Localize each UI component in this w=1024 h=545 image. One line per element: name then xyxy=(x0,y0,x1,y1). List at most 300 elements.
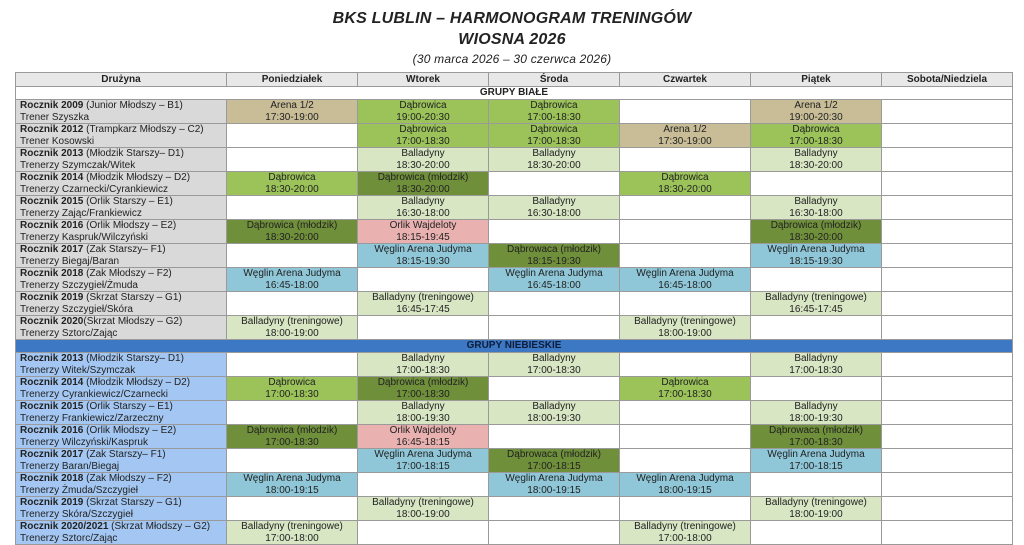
session-cell-tuesday xyxy=(358,449,489,473)
session-time: 18:00-19:30 xyxy=(396,412,450,424)
session-cell-tuesday xyxy=(358,521,489,545)
session-cell-tuesday xyxy=(358,124,489,148)
session-cell-tuesday xyxy=(358,292,489,316)
session-cell-weekend xyxy=(882,497,1013,521)
session-cell-friday xyxy=(751,449,882,473)
session-venue: Balladyny (treningowe) xyxy=(765,497,867,508)
session-cell-weekend xyxy=(882,268,1013,292)
team-cell xyxy=(16,220,227,244)
team-name-line xyxy=(20,425,226,437)
team-rocznik: Rocznik 2016 xyxy=(20,425,84,436)
team-category: (Żak Starszy– F1) xyxy=(83,244,166,255)
session-cell-tuesday xyxy=(358,377,489,401)
session-cell-tuesday xyxy=(358,401,489,425)
session-venue: Balladyny xyxy=(401,196,445,207)
table-row xyxy=(16,220,1013,244)
session-cell-thursday xyxy=(620,497,751,521)
session-venue: Balladyny xyxy=(794,353,838,364)
team-name-line xyxy=(20,401,226,413)
table-row xyxy=(16,148,1013,172)
session-venue: Arena 1/2 xyxy=(270,100,314,111)
session-cell-tuesday xyxy=(358,268,489,292)
session-cell-weekend xyxy=(882,244,1013,268)
session-venue: Dąbrowica xyxy=(661,172,709,183)
session-cell-wednesday xyxy=(489,449,620,473)
session-cell-friday xyxy=(751,244,882,268)
session-cell-thursday xyxy=(620,353,751,377)
team-category: (Junior Młodszy – B1) xyxy=(83,100,183,111)
session-venue: Węglin Arena Judyma xyxy=(243,473,341,484)
session-venue: Dąbrowica (młodzik) xyxy=(377,377,469,388)
session-cell-thursday xyxy=(620,292,751,316)
session-cell-friday xyxy=(751,316,882,340)
session-time: 17:00-18:30 xyxy=(658,388,712,400)
table-row xyxy=(16,449,1013,473)
session-cell-wednesday xyxy=(489,268,620,292)
team-name-line xyxy=(20,148,226,160)
session-venue: Węglin Arena Judyma xyxy=(505,473,603,484)
session-time: 17:00-18:30 xyxy=(789,364,843,376)
session-cell-thursday xyxy=(620,172,751,196)
team-rocznik: Rocznik 2015 xyxy=(20,196,84,207)
session-cell-tuesday xyxy=(358,100,489,124)
session-time: 17:00-18:30 xyxy=(396,388,450,400)
column-header-wednesday: Środa xyxy=(489,73,620,87)
session-cell-tuesday xyxy=(358,172,489,196)
table-row xyxy=(16,196,1013,220)
session-cell-friday xyxy=(751,292,882,316)
team-name-line xyxy=(20,353,226,365)
table-row xyxy=(16,425,1013,449)
team-name-line xyxy=(20,244,226,256)
team-category: (Młodzik Starszy– D1) xyxy=(83,353,184,364)
session-cell-thursday xyxy=(620,401,751,425)
team-cell xyxy=(16,196,227,220)
session-cell-wednesday xyxy=(489,425,620,449)
session-venue: Węglin Arena Judyma xyxy=(636,473,734,484)
team-category: (Skrzat Starszy – G1) xyxy=(83,292,182,303)
session-cell-monday xyxy=(227,292,358,316)
team-rocznik: Rocznik 2018 xyxy=(20,473,84,484)
team-rocznik: Rocznik 2019 xyxy=(20,292,84,303)
team-category: (Żak Młodszy – F2) xyxy=(83,473,172,484)
team-name-line xyxy=(20,292,226,304)
session-venue: Balladyny xyxy=(794,148,838,159)
session-cell-monday xyxy=(227,100,358,124)
team-cell xyxy=(16,292,227,316)
session-cell-thursday xyxy=(620,148,751,172)
session-time: 18:00-19:30 xyxy=(527,412,581,424)
session-venue: Balladyny xyxy=(794,196,838,207)
session-cell-weekend xyxy=(882,196,1013,220)
team-name-line xyxy=(20,124,226,136)
group-header-row xyxy=(16,340,1013,353)
session-time: 17:00-18:00 xyxy=(265,532,319,544)
team-name-line xyxy=(20,316,226,328)
session-venue: Dąbrowica (młodzik) xyxy=(246,425,338,436)
session-cell-friday xyxy=(751,425,882,449)
session-cell-thursday xyxy=(620,244,751,268)
session-time: 17:00-18:30 xyxy=(265,436,319,448)
session-cell-monday xyxy=(227,353,358,377)
session-cell-tuesday xyxy=(358,148,489,172)
session-time: 17:00-18:30 xyxy=(527,111,581,123)
session-cell-tuesday xyxy=(358,497,489,521)
team-coaches: Trenerzy Cyrankiewicz/Czarnecki xyxy=(20,388,168,400)
team-category: (Młodzik Młodszy – D2) xyxy=(83,377,191,388)
team-rocznik: Rocznik 2013 xyxy=(20,353,84,364)
session-venue: Balladyny xyxy=(401,353,445,364)
session-cell-friday xyxy=(751,172,882,196)
column-header-monday: Poniedziałek xyxy=(227,73,358,87)
session-venue: Balladyny xyxy=(532,148,576,159)
team-rocznik: Rocznik 2019 xyxy=(20,497,84,508)
session-cell-friday xyxy=(751,196,882,220)
session-cell-monday xyxy=(227,449,358,473)
header-row xyxy=(16,73,1013,87)
team-cell xyxy=(16,172,227,196)
team-category: (Żak Młodszy – F2) xyxy=(83,268,172,279)
session-cell-tuesday xyxy=(358,473,489,497)
session-cell-monday xyxy=(227,473,358,497)
session-time: 16:45-17:45 xyxy=(396,303,450,315)
session-venue: Balladyny xyxy=(401,401,445,412)
session-cell-monday xyxy=(227,316,358,340)
session-cell-friday xyxy=(751,521,882,545)
session-time: 18:30-20:00 xyxy=(527,159,581,171)
session-venue: Dąbrowica xyxy=(268,377,316,388)
session-venue: Balladyny xyxy=(794,401,838,412)
team-coaches: Trenerzy Szczygieł/Skóra xyxy=(20,303,133,315)
session-cell-wednesday xyxy=(489,172,620,196)
session-cell-tuesday xyxy=(358,353,489,377)
column-header-tuesday: Wtorek xyxy=(358,73,489,87)
team-cell xyxy=(16,268,227,292)
session-time: 18:15-19:30 xyxy=(789,255,843,267)
column-header-team: Drużyna xyxy=(16,73,227,87)
session-venue: Arena 1/2 xyxy=(663,124,707,135)
session-venue: Dąbrowica xyxy=(792,124,840,135)
team-rocznik: Rocznik 2012 xyxy=(20,124,84,135)
session-cell-wednesday xyxy=(489,497,620,521)
team-name-line xyxy=(20,100,226,112)
team-coaches: Trenerzy Skóra/Szczygieł xyxy=(20,508,133,520)
session-time: 16:30-18:00 xyxy=(789,207,843,219)
session-cell-friday xyxy=(751,377,882,401)
session-time: 18:00-19:15 xyxy=(527,484,581,496)
team-coaches: Trenerzy Witek/Szymczak xyxy=(20,364,136,376)
team-rocznik: Rocznik 2016 xyxy=(20,220,84,231)
session-time: 18:30-20:00 xyxy=(658,183,712,195)
team-category: (Orlik Starszy – E1) xyxy=(83,401,173,412)
team-coaches: Trenerzy Frankiewicz/Zarzeczny xyxy=(20,412,164,424)
team-coaches: Trenerzy Baran/Biegaj xyxy=(20,460,120,472)
session-venue: Dąbrowaca (młodzik) xyxy=(507,244,601,255)
session-venue: Balladyny xyxy=(401,148,445,159)
schedule-table xyxy=(15,72,1013,545)
table-row xyxy=(16,497,1013,521)
column-header-weekend: Sobota/Niedziela xyxy=(882,73,1013,87)
session-time: 17:00-18:15 xyxy=(789,460,843,472)
session-time: 18:00-19:00 xyxy=(396,508,450,520)
session-cell-wednesday xyxy=(489,148,620,172)
session-time: 17:00-18:15 xyxy=(396,460,450,472)
team-category: (Młodzik Starszy– D1) xyxy=(83,148,184,159)
session-time: 19:00-20:30 xyxy=(396,111,450,123)
team-cell xyxy=(16,449,227,473)
session-cell-wednesday xyxy=(489,316,620,340)
team-coaches: Trenerzy Czarnecki/Cyrankiewicz xyxy=(20,183,168,195)
session-venue: Balladyny (treningowe) xyxy=(634,316,736,327)
team-coaches: Trenerzy Szczygieł/Żmuda xyxy=(20,279,138,291)
group-title: GRUPY BIAŁE xyxy=(16,87,1013,100)
session-cell-monday xyxy=(227,172,358,196)
session-time: 16:30-18:00 xyxy=(527,207,581,219)
team-cell xyxy=(16,148,227,172)
session-time: 17:00-18:30 xyxy=(396,135,450,147)
session-cell-friday xyxy=(751,473,882,497)
session-cell-weekend xyxy=(882,124,1013,148)
team-coaches: Trener Kosowski xyxy=(20,135,95,147)
session-venue: Węglin Arena Judyma xyxy=(767,449,865,460)
team-rocznik: Rocznik 2009 xyxy=(20,100,84,111)
session-venue: Dąbrowica xyxy=(399,100,447,111)
table-row xyxy=(16,401,1013,425)
session-venue: Dąbrowica xyxy=(530,124,578,135)
team-name-line xyxy=(20,268,226,280)
session-venue: Balladyny (treningowe) xyxy=(372,497,474,508)
session-venue: Dąbrowica xyxy=(661,377,709,388)
team-category: (Orlik Starszy – E1) xyxy=(83,196,173,207)
session-cell-thursday xyxy=(620,268,751,292)
team-rocznik: Rocznik 2014 xyxy=(20,172,84,183)
session-time: 16:45-18:00 xyxy=(527,279,581,291)
team-coaches: Trener Szyszka xyxy=(20,111,90,123)
team-cell xyxy=(16,497,227,521)
session-venue: Dąbrowica xyxy=(530,100,578,111)
session-cell-friday xyxy=(751,401,882,425)
session-cell-weekend xyxy=(882,100,1013,124)
session-cell-friday xyxy=(751,124,882,148)
session-cell-wednesday xyxy=(489,292,620,316)
season-title: WIOSNA 2026 xyxy=(458,31,566,48)
session-cell-wednesday xyxy=(489,353,620,377)
session-cell-wednesday xyxy=(489,220,620,244)
team-name-line xyxy=(20,196,226,208)
team-cell xyxy=(16,124,227,148)
session-cell-wednesday xyxy=(489,377,620,401)
table-row xyxy=(16,100,1013,124)
session-venue: Dąbrowaca (młodzik) xyxy=(769,425,863,436)
session-time: 17:00-18:30 xyxy=(527,364,581,376)
session-cell-weekend xyxy=(882,521,1013,545)
session-cell-tuesday xyxy=(358,316,489,340)
team-cell xyxy=(16,353,227,377)
session-cell-weekend xyxy=(882,292,1013,316)
session-time: 18:30-20:00 xyxy=(789,231,843,243)
session-cell-monday xyxy=(227,244,358,268)
session-cell-wednesday xyxy=(489,244,620,268)
session-cell-weekend xyxy=(882,377,1013,401)
session-cell-thursday xyxy=(620,220,751,244)
session-venue: Dąbrowaca (młodzik) xyxy=(507,449,601,460)
session-venue: Balladyny (treningowe) xyxy=(241,521,343,532)
session-cell-friday xyxy=(751,268,882,292)
team-cell xyxy=(16,473,227,497)
session-cell-friday xyxy=(751,353,882,377)
session-cell-weekend xyxy=(882,401,1013,425)
team-name-line xyxy=(20,377,226,389)
session-time: 17:00-18:30 xyxy=(396,364,450,376)
team-name-line xyxy=(20,521,226,533)
session-time: 16:30-18:00 xyxy=(396,207,450,219)
session-venue: Węglin Arena Judyma xyxy=(374,449,472,460)
session-venue: Dąbrowica (młodzik) xyxy=(770,220,862,231)
session-cell-weekend xyxy=(882,220,1013,244)
session-cell-monday xyxy=(227,497,358,521)
session-cell-weekend xyxy=(882,473,1013,497)
session-cell-monday xyxy=(227,148,358,172)
team-cell xyxy=(16,425,227,449)
team-coaches: Trenerzy Wilczyński/Kaspruk xyxy=(20,436,148,448)
session-time: 16:45-18:00 xyxy=(265,279,319,291)
table-row xyxy=(16,377,1013,401)
team-name-line xyxy=(20,497,226,509)
team-rocznik: Rocznik 2015 xyxy=(20,401,84,412)
session-time: 17:00-18:30 xyxy=(789,436,843,448)
session-time: 18:15-19:30 xyxy=(396,255,450,267)
team-cell xyxy=(16,316,227,340)
session-cell-wednesday xyxy=(489,100,620,124)
team-coaches: Trenerzy Sztorc/Zając xyxy=(20,532,118,544)
team-category: (Żak Starszy– F1) xyxy=(83,449,166,460)
session-cell-monday xyxy=(227,196,358,220)
team-name-line xyxy=(20,172,226,184)
session-time: 18:30-20:00 xyxy=(396,159,450,171)
table-row xyxy=(16,316,1013,340)
session-venue: Węglin Arena Judyma xyxy=(767,244,865,255)
session-venue: Węglin Arena Judyma xyxy=(243,268,341,279)
team-coaches: Trenerzy Szymczak/Witek xyxy=(20,159,136,171)
session-venue: Dąbrowica xyxy=(399,124,447,135)
session-venue: Balladyny (treningowe) xyxy=(372,292,474,303)
session-cell-tuesday xyxy=(358,220,489,244)
session-time: 18:00-19:15 xyxy=(265,484,319,496)
column-header-friday: Piątek xyxy=(751,73,882,87)
session-cell-weekend xyxy=(882,449,1013,473)
session-cell-monday xyxy=(227,425,358,449)
team-category: (Skrzat Młodszy – G2) xyxy=(83,316,183,327)
session-cell-weekend xyxy=(882,425,1013,449)
session-cell-weekend xyxy=(882,316,1013,340)
session-venue: Balladyny (treningowe) xyxy=(241,316,343,327)
session-cell-monday xyxy=(227,268,358,292)
team-name-line xyxy=(20,449,226,461)
date-range: (30 marca 2026 – 30 czerwca 2026) xyxy=(412,52,612,66)
session-time: 17:00-18:30 xyxy=(789,135,843,147)
session-venue: Dąbrowica (młodzik) xyxy=(377,172,469,183)
session-cell-friday xyxy=(751,148,882,172)
team-coaches: Trenerzy Biegaj/Baran xyxy=(20,255,120,267)
session-cell-friday xyxy=(751,220,882,244)
team-cell xyxy=(16,377,227,401)
session-venue: Orlik Wajdeloty xyxy=(389,425,457,436)
team-rocznik: Rocznik 2020 xyxy=(20,316,84,327)
session-time: 18:30-20:00 xyxy=(265,231,319,243)
session-venue: Węglin Arena Judyma xyxy=(505,268,603,279)
session-time: 18:15-19:30 xyxy=(527,255,581,267)
session-venue: Balladyny xyxy=(532,401,576,412)
session-cell-thursday xyxy=(620,196,751,220)
session-venue: Balladyny xyxy=(532,196,576,207)
session-time: 18:00-19:30 xyxy=(789,412,843,424)
session-cell-wednesday xyxy=(489,401,620,425)
team-cell xyxy=(16,244,227,268)
team-cell xyxy=(16,401,227,425)
session-time: 18:15-19:45 xyxy=(396,231,450,243)
session-cell-thursday xyxy=(620,473,751,497)
session-cell-wednesday xyxy=(489,473,620,497)
team-rocznik: Rocznik 2014 xyxy=(20,377,84,388)
column-header-thursday: Czwartek xyxy=(620,73,751,87)
team-cell xyxy=(16,521,227,545)
session-time: 18:30-20:00 xyxy=(265,183,319,195)
session-cell-thursday xyxy=(620,377,751,401)
session-cell-friday xyxy=(751,100,882,124)
team-coaches: Trenerzy Żmuda/Szczygieł xyxy=(20,484,138,496)
session-cell-tuesday xyxy=(358,425,489,449)
session-cell-monday xyxy=(227,220,358,244)
session-venue: Węglin Arena Judyma xyxy=(636,268,734,279)
team-category: (Trampkarz Młodszy – C2) xyxy=(83,124,204,135)
session-cell-thursday xyxy=(620,425,751,449)
session-time: 18:30-20:00 xyxy=(396,183,450,195)
team-category: (Skrzat Młodszy – G2) xyxy=(108,521,211,532)
session-time: 16:45-17:45 xyxy=(789,303,843,315)
team-rocznik: Rocznik 2017 xyxy=(20,449,84,460)
session-time: 17:00-18:00 xyxy=(658,532,712,544)
session-cell-weekend xyxy=(882,353,1013,377)
session-time: 18:00-19:00 xyxy=(265,327,319,339)
session-time: 17:00-18:15 xyxy=(527,460,581,472)
team-category: (Młodzik Młodszy – D2) xyxy=(83,172,191,183)
table-row xyxy=(16,268,1013,292)
team-category: (Orlik Młodszy – E2) xyxy=(83,425,177,436)
session-time: 16:45-18:00 xyxy=(658,279,712,291)
session-time: 18:00-19:00 xyxy=(789,508,843,520)
table-row xyxy=(16,244,1013,268)
session-cell-monday xyxy=(227,377,358,401)
table-row xyxy=(16,172,1013,196)
session-venue: Dąbrowica (młodzik) xyxy=(246,220,338,231)
session-venue: Balladyny (treningowe) xyxy=(634,521,736,532)
session-time: 17:30-19:00 xyxy=(658,135,712,147)
session-venue: Węglin Arena Judyma xyxy=(374,244,472,255)
session-time: 18:00-19:15 xyxy=(658,484,712,496)
session-cell-friday xyxy=(751,497,882,521)
session-venue: Balladyny (treningowe) xyxy=(765,292,867,303)
session-cell-wednesday xyxy=(489,196,620,220)
session-cell-monday xyxy=(227,401,358,425)
document-title: BKS LUBLIN – HARMONOGRAM TRENINGÓW xyxy=(332,10,692,27)
session-cell-wednesday xyxy=(489,124,620,148)
team-coaches: Trenerzy Zając/Frankiewicz xyxy=(20,207,142,219)
session-time: 18:00-19:00 xyxy=(658,327,712,339)
team-cell xyxy=(16,100,227,124)
table-row xyxy=(16,353,1013,377)
session-time: 17:00-18:30 xyxy=(527,135,581,147)
team-name-line xyxy=(20,473,226,485)
